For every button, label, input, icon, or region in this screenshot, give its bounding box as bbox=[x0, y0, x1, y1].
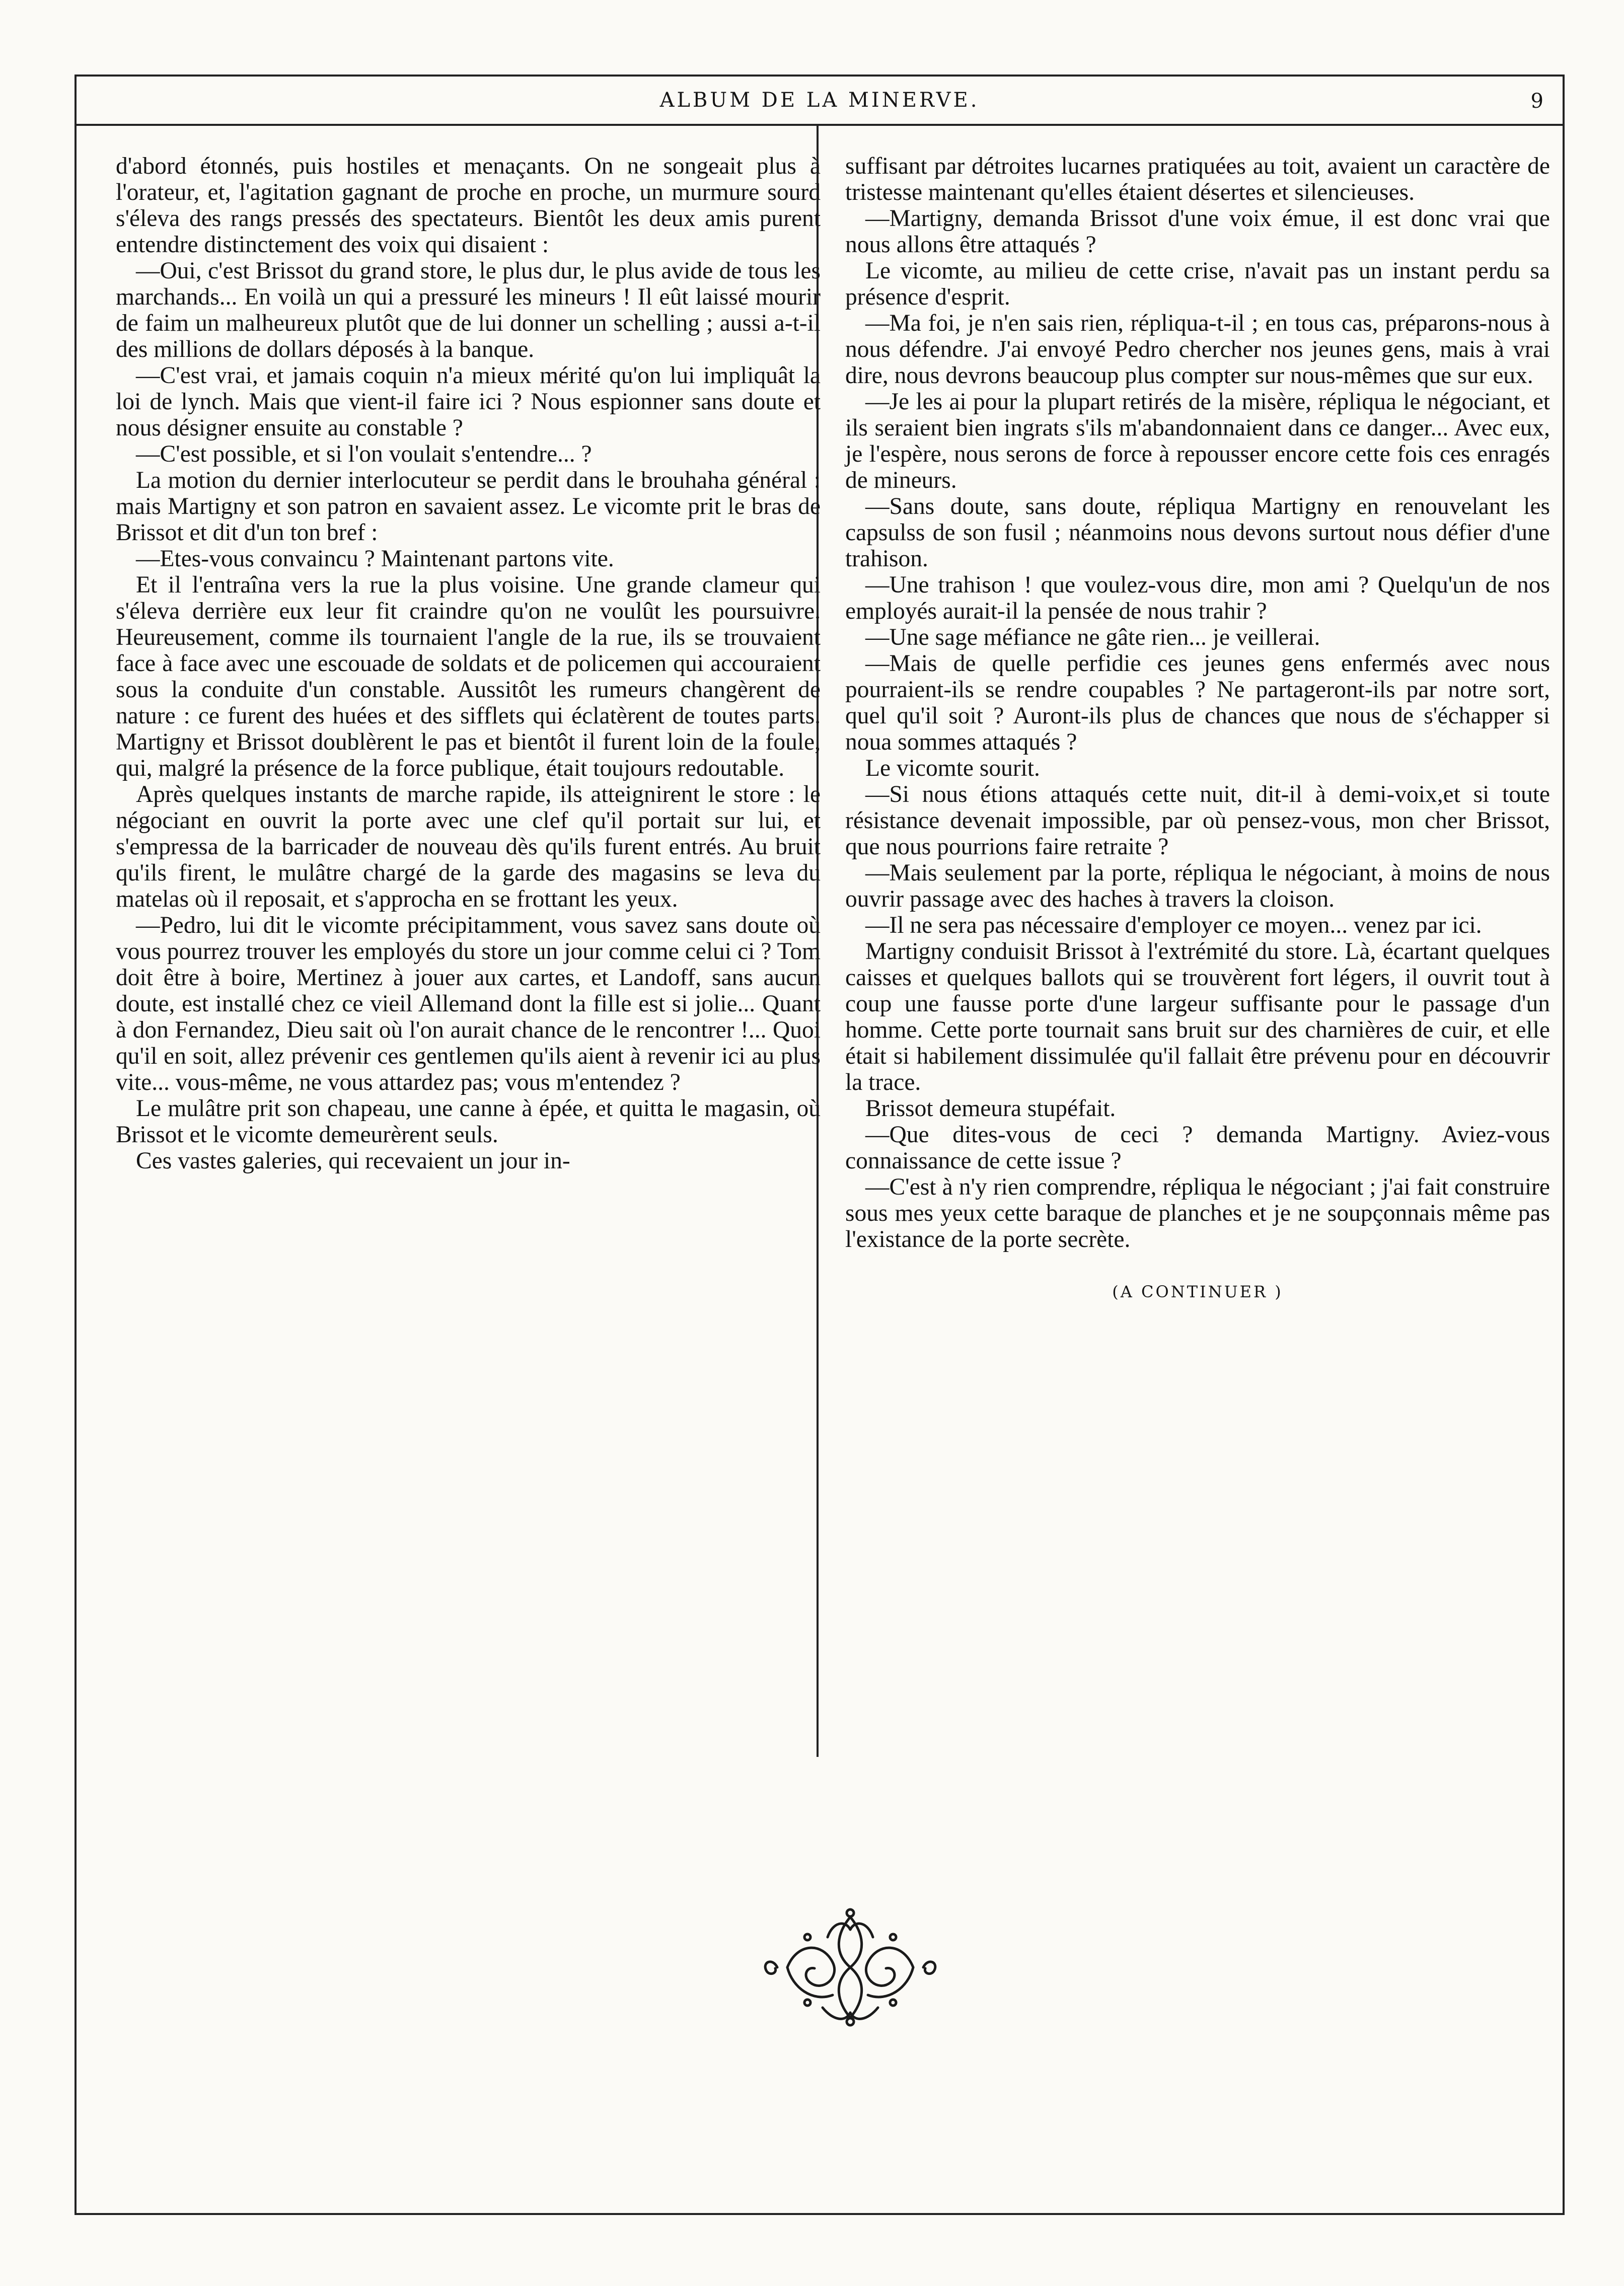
paragraph: suffisant par détroites lucarnes pratiquées au toit, avaient un caractère de tristesse maintenant qu'elles étaient désertes et silencieuses. bbox=[845, 153, 1550, 205]
paragraph: —Il ne sera pas nécessaire d'employer ce moyen... venez par ici. bbox=[865, 912, 1482, 938]
journal-title: ALBUM DE LA MINERVE. bbox=[659, 89, 980, 112]
paragraph: —Ma foi, je n'en sais rien, répliqua-t-il ; en tous cas, préparons-nous à nous défendre. J'ai envoyé Pedro chercher nos jeunes gens, mais à vrai dire, nous devrons beaucoup plus compter sur nous-mêmes que sur eux. bbox=[845, 310, 1550, 389]
paragraph: Et il l'entraîna vers la rue la plus voisine. Une grande clameur qui s'éleva derrière eux leur fit craindre qu'on ne voulût les poursuivre. Heureusement, comme ils tournaient l'angle de la rue, ils se trouvaient face à face avec une escouade de soldats et de policemen qui accouraient sous la conduite d'un constable. Aussitôt les rumeurs changèrent de nature : ce furent des huées et des sifflets qui éclatèrent de toutes parts. Martigny et Brissot doublèrent le pas et bientôt il furent loin de la foule, qui, malgré la présence de la force publique, était toujours redoutable. bbox=[116, 572, 821, 781]
page-number: 9 bbox=[1530, 90, 1543, 113]
paragraph: —Une sage méfiance ne gâte rien... je veillerai. bbox=[865, 624, 1320, 650]
paragraph: Après quelques instants de marche rapide, ils atteignirent le store : le négociant en ouvrit la porte avec une clef qu'il portait sur lui, et s'empressa de la barricader de nouveau dès qu'ils furent entrés. Au bruit qu'ils firent, le mulâtre chargé de la garde des magasins se leva du matelas où il reposait, et s'approcha en se frottant les yeux. bbox=[116, 781, 821, 912]
paragraph: —Je les ai pour la plupart retirés de la misère, répliqua le négociant, et ils seraient bien ingrats s'ils m'abandonnaient dans ce danger... Avec eux, je l'espère, nous serons de force à repousser encore cette fois ces enragés de mineurs. bbox=[845, 389, 1550, 493]
paragraph: Martigny conduisit Brissot à l'extrémité du store. Là, écartant quelques caisses et quelques ballots qui se trouvèrent fort légers, il ouvrit tout à coup une fausse porte d'une largeur suffisante pour le passage d'un homme. Cette porte tournait sans bruit sur des charnières de cuir, et elle était si habilement dissimulée qu'il fallait être prévenu pour en découvrir la trace. bbox=[845, 938, 1550, 1095]
paragraph: —C'est à n'y rien comprendre, répliqua le négociant ; j'ai fait construire sous mes yeux cette baraque de planches et je ne soupçonnais même pas l'existance de la porte secrète. bbox=[845, 1174, 1550, 1252]
paragraph: d'abord étonnés, puis hostiles et menaçants. On ne songeait plus à l'orateur, et, l'agitation gagnant de proche en proche, un murmure sourd s'éleva des rangs pressés des spectateurs. Bientôt les deux amis purent entendre distinctement des voix qui disaient : bbox=[116, 153, 821, 258]
paragraph: Brissot demeura stupéfait. bbox=[865, 1095, 1116, 1122]
right-column bbox=[845, 153, 1550, 1305]
paragraph: Le mulâtre prit son chapeau, une canne à épée, et quitta le magasin, où Brissot et le vicomte demeurèrent seuls. bbox=[116, 1095, 821, 1148]
continuation-note: (A CONTINUER ) bbox=[1112, 1282, 1283, 1301]
paragraph: —Etes-vous convaincu ? Maintenant partons vite. bbox=[136, 546, 614, 572]
paragraph: —Une trahison ! que voulez-vous dire, mon ami ? Quelqu'un de nos employés aurait-il la pensée de nous trahir ? bbox=[845, 572, 1550, 624]
left-column bbox=[116, 153, 821, 1174]
paragraph: La motion du dernier interlocuteur se perdit dans le brouhaha général : mais Martigny et son patron en savaient assez. Le vicomte prit le bras de Brissot et dit d'un ton bref : bbox=[116, 467, 821, 546]
paragraph: Le vicomte sourit. bbox=[865, 755, 1040, 781]
paragraph: —C'est possible, et si l'on voulait s'entendre... ? bbox=[136, 441, 592, 467]
paragraph: —Martigny, demanda Brissot d'une voix émue, il est donc vrai que nous allons être attaqués ? bbox=[845, 205, 1550, 258]
paragraph: —Mais de quelle perfidie ces jeunes gens enfermés avec nous pourraient-ils se rendre coupables ? Ne partageront-ils par notre sort, quel qu'il soit ? Auront-ils plus de chances que nous de s'échapper si noua sommes attaqués ? bbox=[845, 650, 1550, 755]
paragraph: —Que dites-vous de ceci ? demanda Martigny. Aviez-vous connaissance de cette issue ? bbox=[845, 1122, 1550, 1174]
paragraph: —Pedro, lui dit le vicomte précipitamment, vous savez sans doute où vous pourrez trouver les employés du store un jour comme celui ci ? Tom doit être à boire, Mertinez à jouer aux cartes, et Landoff, sans aucun doute, est installé chez ce vieil Allemand dont la fille est si jolie... Quant à don Fernandez, Dieu sait où l'on aurait chance de le rencontrer !... Quoi qu'il en soit, allez prévenir ces gentlemen qu'ils aient à revenir ici au plus vite... vous-même, ne vous attardez pas; vous m'entendez ? bbox=[116, 912, 821, 1095]
page-frame bbox=[75, 75, 1565, 2215]
running-header bbox=[77, 77, 1563, 126]
paragraph: —Oui, c'est Brissot du grand store, le plus dur, le plus avide de tous les marchands... En voilà un qui a pressuré les mineurs ! Il eût laissé mourir de faim un malheureux plutôt que de lui donner un schelling ; aussi a-t-il des millions de dollars déposés à la banque. bbox=[116, 258, 821, 362]
floral-ornament-icon bbox=[757, 1907, 943, 2028]
paragraph: Le vicomte, au milieu de cette crise, n'avait pas un instant perdu sa présence d'esprit. bbox=[845, 258, 1550, 310]
paragraph: —Mais seulement par la porte, répliqua le négociant, à moins de nous ouvrir passage avec des haches à travers la cloison. bbox=[845, 860, 1550, 912]
paragraph: —Si nous étions attaqués cette nuit, dit-il à demi-voix,et si toute résistance devenait impossible, par où pensez-vous, mon cher Brissot, que nous pourrions faire retraite ? bbox=[845, 781, 1550, 860]
paragraph: Ces vastes galeries, qui recevaient un jour in- bbox=[136, 1148, 570, 1174]
paragraph: —C'est vrai, et jamais coquin n'a mieux mérité qu'on lui impliquât la loi de lynch. Mais que vient-il faire ici ? Nous espionner sans doute et nous désigner ensuite au constable ? bbox=[116, 362, 821, 441]
paragraph: —Sans doute, sans doute, répliqua Martigny en renouvelant les capsulss de son fusil ; néanmoins nous devons surtout nous défier d'une trahison. bbox=[845, 493, 1550, 572]
